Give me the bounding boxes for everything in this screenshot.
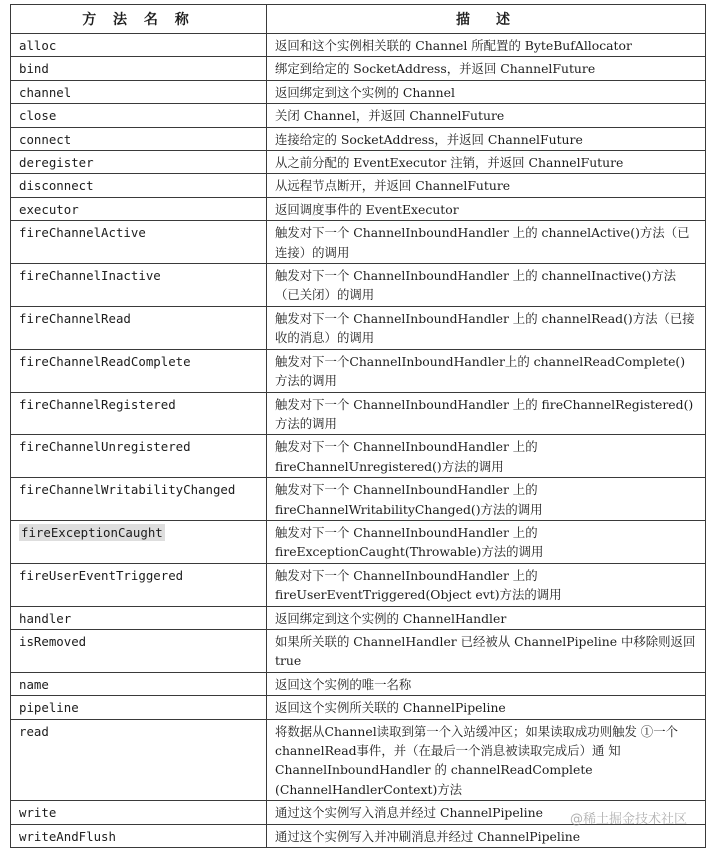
method-name-cell (11, 563, 267, 606)
method-description: 返回和这个实例相关联的 Channel 所配置的 ByteBufAllocator (267, 34, 706, 57)
method-name: channel (19, 84, 72, 100)
method-name-cell (11, 606, 267, 629)
method-description: 绑定到给定的 SocketAddress，并返回 ChannelFuture (267, 57, 706, 80)
method-name-cell (11, 392, 267, 435)
method-name-cell (11, 520, 267, 563)
method-description: 通过这个实例写入并冲刷消息并经过 ChannelPipeline (267, 824, 706, 847)
method-description: 触发对下一个 ChannelInboundHandler 上的 channelInactive()方法（已关闭）的调用 (267, 264, 706, 307)
method-description: 如果所关联的 ChannelHandler 已经被从 ChannelPipeline 中移除则返回 true (267, 629, 706, 672)
method-name: handler (19, 610, 72, 626)
table-row (11, 672, 706, 695)
method-name: fireChannelRegistered (19, 396, 176, 412)
method-description: 触发对下一个 ChannelInboundHandler 上的 fireExceptionCaught(Throwable)方法的调用 (267, 520, 706, 563)
method-name: fireChannelActive (19, 225, 146, 241)
method-description: 返回绑定到这个实例的 Channel (267, 80, 706, 103)
method-description: 触发对下一个 ChannelInboundHandler 上的 fireChannelWritabilityChanged()方法的调用 (267, 478, 706, 521)
table-row (11, 824, 706, 847)
method-name-cell (11, 221, 267, 264)
method-table (10, 4, 706, 848)
method-description: 触发对下一个 ChannelInboundHandler 上的 fireChannelUnregistered()方法的调用 (267, 435, 706, 478)
method-name-cell (11, 34, 267, 57)
method-name: read (19, 723, 49, 739)
table-row (11, 127, 706, 150)
method-description: 触发对下一个 ChannelInboundHandler 上的 fireUserEventTriggered(Object evt)方法的调用 (267, 563, 706, 606)
table-row (11, 80, 706, 103)
method-description: 返回这个实例的唯一名称 (267, 672, 706, 695)
method-name-cell (11, 719, 267, 801)
method-name: bind (19, 61, 49, 77)
method-name-cell (11, 127, 267, 150)
method-name-cell (11, 435, 267, 478)
watermark: @稀土掘金技术社区 (569, 812, 687, 827)
table-row (11, 104, 706, 127)
table-row (11, 719, 706, 801)
table-row (11, 174, 706, 197)
table-row (11, 696, 706, 719)
method-name-cell (11, 151, 267, 174)
method-name: fireChannelReadComplete (19, 353, 191, 369)
method-name: executor (19, 201, 79, 217)
header-method-name: 方 法 名 称 (11, 5, 267, 34)
method-name: alloc (19, 38, 57, 53)
method-name: name (19, 676, 49, 692)
method-description: 将数据从Channel读取到第一个入站缓冲区；如果读取成功则触发 ①一个channelRead事件，并（在最后一个消息被读取完成后）通 知 ChannelInboundHandler 的 channelReadComplete (ChannelHandlerContext)方法 (267, 719, 706, 801)
method-name: fireChannelInactive (19, 268, 161, 284)
method-name: connect (19, 131, 72, 147)
method-name-cell (11, 197, 267, 220)
table-row (11, 563, 706, 606)
method-name-cell (11, 672, 267, 695)
method-name-cell (11, 478, 267, 521)
method-name: write (19, 805, 57, 821)
table-row (11, 520, 706, 563)
method-name-cell (11, 306, 267, 349)
method-description: 从远程节点断开，并返回 ChannelFuture (267, 174, 706, 197)
method-description: 返回这个实例所关联的 ChannelPipeline (267, 696, 706, 719)
method-name: disconnect (19, 178, 94, 194)
method-name-cell (11, 696, 267, 719)
method-name: fireChannelUnregistered (19, 439, 191, 455)
header-description: 描 述 (267, 5, 706, 34)
method-name-cell (11, 349, 267, 392)
method-name-cell (11, 104, 267, 127)
method-name: fireChannelRead (19, 310, 131, 326)
table-row (11, 34, 706, 57)
method-name: fireExceptionCaught (21, 524, 163, 540)
method-description: 关闭 Channel，并返回 ChannelFuture (267, 104, 706, 127)
method-name: close (19, 108, 57, 124)
table-row (11, 264, 706, 307)
table-row (11, 151, 706, 174)
method-name: pipeline (19, 700, 79, 716)
table-row (11, 435, 706, 478)
table-row (11, 629, 706, 672)
method-name-cell (11, 57, 267, 80)
method-name: writeAndFlush (19, 828, 116, 844)
method-name-cell (11, 174, 267, 197)
method-name-cell (11, 801, 267, 824)
method-name: isRemoved (19, 633, 87, 649)
table-row (11, 221, 706, 264)
method-description: 返回调度事件的 EventExecutor (267, 197, 706, 220)
table-row (11, 606, 706, 629)
method-description: 触发对下一个 ChannelInboundHandler 上的 channelRead()方法（已接收的消息）的调用 (267, 306, 706, 349)
table-row (11, 197, 706, 220)
table-row (11, 478, 706, 521)
table-header-row (11, 5, 706, 34)
method-name-cell (11, 80, 267, 103)
method-description: 通过这个实例写入消息并经过 ChannelPipeline (267, 801, 706, 824)
method-name: fireUserEventTriggered (19, 567, 184, 583)
method-name-cell (11, 629, 267, 672)
table-row (11, 57, 706, 80)
table-row (11, 392, 706, 435)
method-name: deregister (19, 155, 94, 171)
table-row (11, 306, 706, 349)
method-description: 触发对下一个 ChannelInboundHandler 上的 fireChannelRegistered()方法的调用 (267, 392, 706, 435)
table-row (11, 349, 706, 392)
method-description: 触发对下一个ChannelInboundHandler上的 channelReadComplete()方法的调用 (267, 349, 706, 392)
method-description: 触发对下一个 ChannelInboundHandler 上的 channelActive()方法（已连接）的调用 (267, 221, 706, 264)
method-name: fireChannelWritabilityChanged (19, 482, 236, 498)
method-description: 连接给定的 SocketAddress，并返回 ChannelFuture (267, 127, 706, 150)
method-description: 从之前分配的 EventExecutor 注销，并返回 ChannelFuture (267, 151, 706, 174)
method-description: 返回绑定到这个实例的 ChannelHandler (267, 606, 706, 629)
method-name-cell (11, 824, 267, 847)
method-name-cell (11, 264, 267, 307)
